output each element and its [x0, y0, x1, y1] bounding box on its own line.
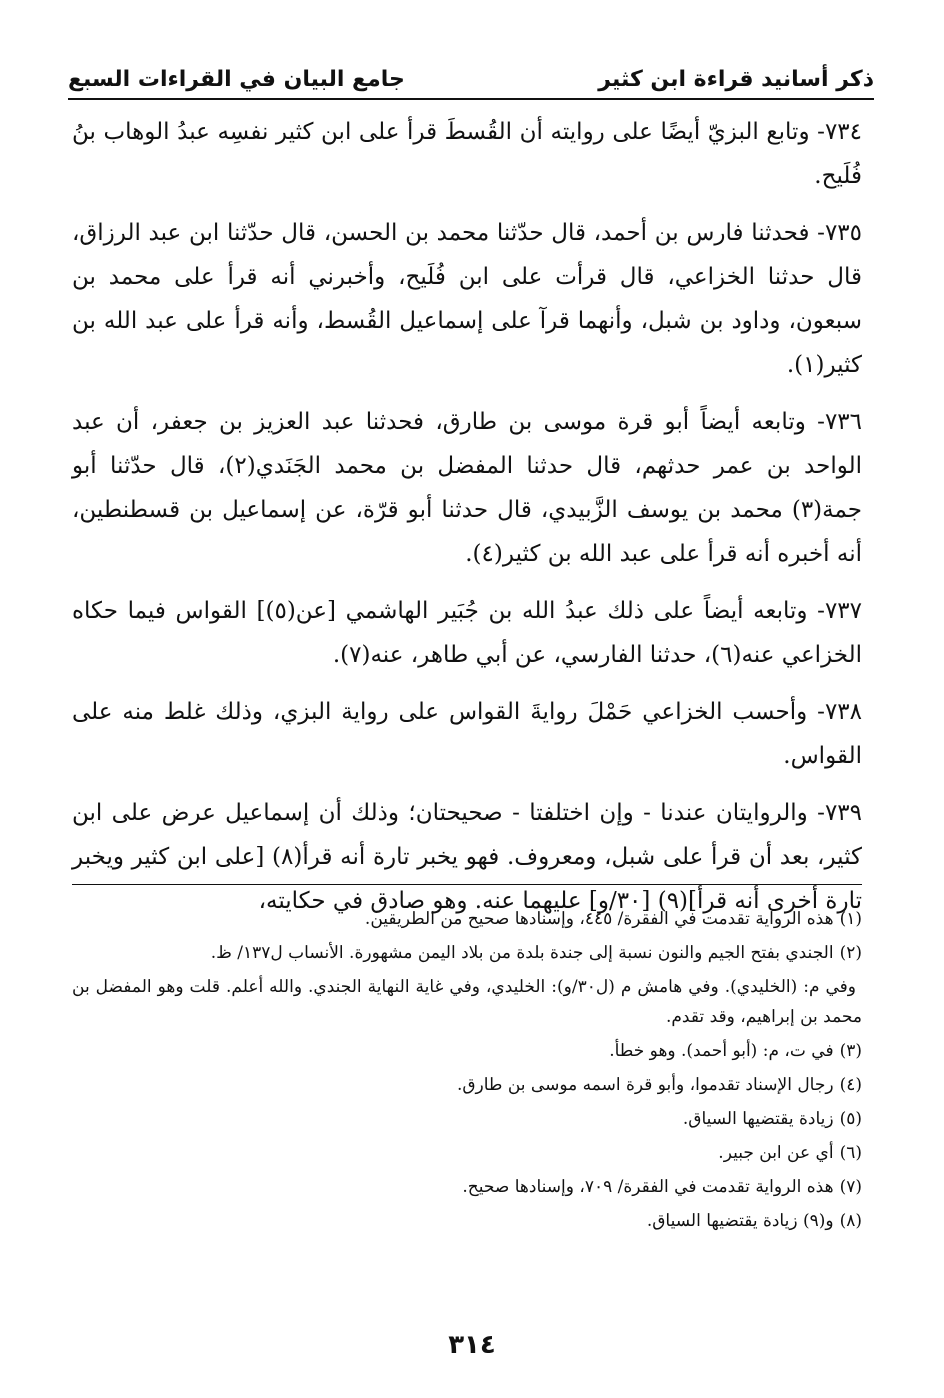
paragraph-734 [72, 110, 862, 198]
running-header [68, 56, 874, 92]
footnote-number: (٤) [839, 1075, 862, 1095]
footnote-item [72, 1104, 862, 1134]
paragraph-text: وتابع البزيّ أيضًا على روايته أن القُسطَ قرأ على ابن كثير نفسِه عبدُ الوهاب بنُ فُلَيح. [72, 119, 862, 189]
footnote-ref: (٧). [332, 642, 371, 668]
footnote-item [72, 1206, 862, 1236]
footnote-text: وفي م: (الخليدي). وفي هامش م (ل٣٠/و): الخليدي، وفي غاية النهاية الجندي. والله أعلم. قلت وهو المفضل بن محمد بن إبراهيم، وقد تقدم. [72, 977, 862, 1027]
header-chapter-title: ذكر أسانيد قراءة ابن كثير [598, 67, 874, 92]
footnote-item [72, 904, 862, 934]
page-number: ٣١٤ [448, 1330, 496, 1360]
footnote-item [72, 1036, 862, 1066]
paragraph-text: والروايتان عندنا - وإن اختلفتا - صحيحتان؛ وذلك أن إسماعيل عرض على ابن كثير، بعد أن قرأ على شبل، ومعروف. فهو يخبر تارة أنه قرأ(٨) [على ابن كثير ويخبر تارة أخرى أنه قرأ](٩) [٣٠/و] عليهما عنه. وهو صادق في حكايته، [72, 800, 862, 914]
footnote-number: (١) [839, 909, 862, 929]
paragraph-737 [72, 589, 862, 677]
footnote-number: (٣) [839, 1041, 862, 1061]
footnote-ref: (٤). [465, 541, 503, 567]
paragraph-number: ٧٣٨- [817, 699, 862, 725]
footnote-number: (٦) [839, 1143, 862, 1163]
footnote-number: (٨) [839, 1211, 862, 1231]
footnote-number: (٥) [839, 1109, 862, 1129]
header-divider [68, 98, 874, 100]
footnote-text: أي عن ابن جبير. [718, 1143, 834, 1163]
paragraph-number: ٧٣٥- [817, 220, 863, 246]
paragraph-text: وتابعه أيضاً أبو قرة موسى بن طارق، فحدثنا عبد العزيز بن جعفر، أن عبد الواحد بن عمر حدثهم، قال حدثنا المفضل بن محمد الجَنَدي(٢)، قال حدّثنا أبو جمة(٣) محمد بن يوسف الزَّبيدي، قال حدثنا أبو قرّة، عن إسماعيل بن قسطنطين، أنه أخبره أنه قرأ على عبد الله بن كثير [72, 409, 863, 567]
footnote-text: و(٩) زيادة يقتضيها السياق. [646, 1211, 834, 1231]
paragraph-number: ٧٣٦- [817, 409, 862, 435]
paragraph-text: فحدثنا فارس بن أحمد، قال حدّثنا محمد بن الحسن، قال حدّثنا ابن عبد الرزاق، قال حدثنا الخزاعي، قال قرأت على ابن فُلَيح، وأخبرني أنه قرأ على محمد بن سبعون، وداود بن شبل، وأنهما قرآ على إسماعيل القُسط، وأنه قرأ على عبد الله بن كثير [72, 220, 862, 378]
footnote-text: هذه الرواية تقدمت في الفقرة/ ٤٤٥، وإسنادها صحيح من الطريقين. [364, 909, 834, 929]
footnote-number: (٧) [839, 1177, 862, 1197]
header-book-title: جامع البيان في القراءات السبع [68, 67, 405, 92]
footnote-text: الجندي بفتح الجيم والنون نسبة إلى جندة بلدة من بلاد اليمن مشهورة. الأنساب ل١٣٧/ ظ. [210, 943, 834, 963]
footnote-ref: (١). [786, 352, 825, 378]
footnote-text: زيادة يقتضيها السياق. [682, 1109, 834, 1129]
paragraph-text: وأحسب الخزاعي حَمْلَ روايةَ القواس على رواية البزي، وذلك غلط منه على القواس. [72, 699, 862, 769]
footnote-text: هذه الرواية تقدمت في الفقرة/ ٧٠٩، وإسنادها صحيح. [462, 1177, 834, 1197]
footnote-item [72, 1138, 862, 1168]
footnote-item [72, 1172, 862, 1202]
paragraph-number: ٧٣٧- [817, 598, 862, 624]
paragraph-736 [72, 400, 862, 576]
footnote-text: في ت، م: (أبو أحمد). وهو خطأ. [609, 1041, 834, 1061]
paragraph-738 [72, 690, 862, 778]
paragraph-number: ٧٣٩- [817, 800, 862, 826]
footnote-number: (٢) [839, 943, 862, 963]
paragraph-735 [72, 211, 862, 387]
footnote-item [72, 1070, 862, 1100]
main-text [72, 110, 862, 936]
footnote-divider [72, 884, 862, 885]
paragraph-text: وتابعه أيضاً على ذلك عبدُ الله بن جُبَير الهاشمي [عن(٥)] القواس فيما حكاه الخزاعي عنه(٦)، حدثنا الفارسي، عن أبي طاهر، عنه [72, 598, 862, 668]
footnote-item [72, 938, 862, 968]
footnotes [72, 904, 862, 1240]
paragraph-number: ٧٣٤- [817, 119, 863, 145]
footnote-item [72, 972, 862, 1032]
footnote-text: رجال الإسناد تقدموا، وأبو قرة اسمه موسى بن طارق. [456, 1075, 834, 1095]
